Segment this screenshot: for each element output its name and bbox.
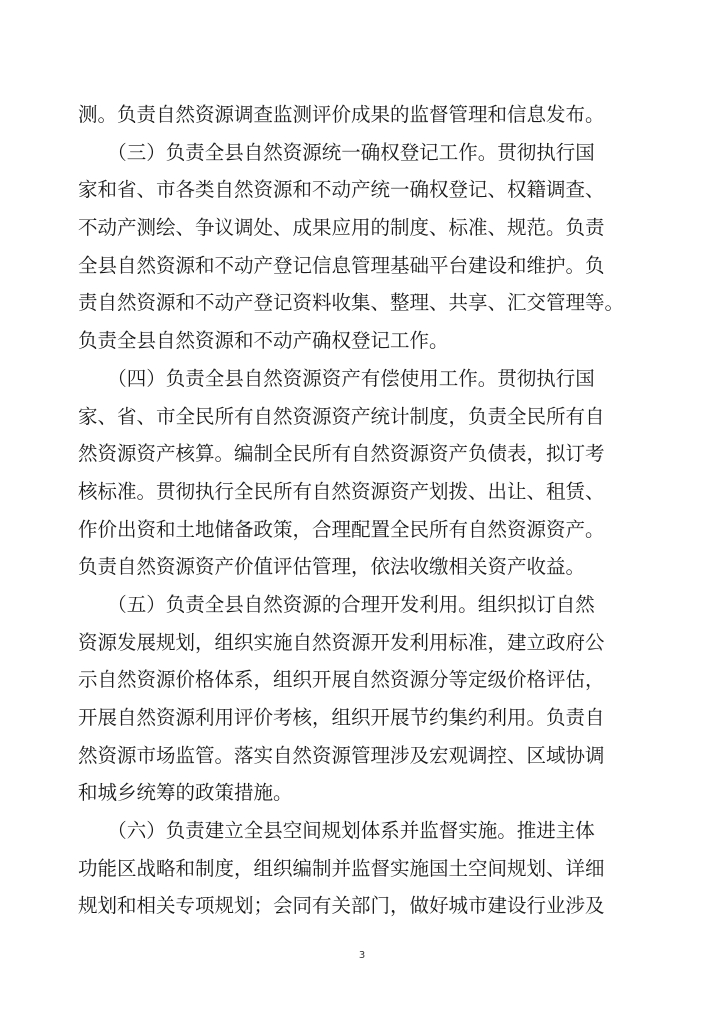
text-line: （五）负责全县自然资源的合理开发利用。组织拟订自然: [78, 592, 595, 616]
text-line: 家和省、市各类自然资源和不动产统一确权登记、权籍调查、: [78, 178, 605, 202]
text-line: 核标准。贯彻执行全民所有自然资源资产划拨、出让、租赁、: [78, 479, 605, 503]
text-line: 测。负责自然资源调查监测评价成果的监督管理和信息发布。: [78, 103, 605, 126]
text-line: 负责自然资源资产价值评估管理，依法收缴相关资产收益。: [78, 555, 586, 579]
text-line: 家、省、市全民所有自然资源资产统计制度，负责全民所有自: [78, 404, 605, 428]
text-line: （六）负责建立全县空间规划体系并监督实施。推进主体: [78, 819, 595, 843]
text-line: 然资源资产核算。编制全民所有自然资源资产负债表，拟订考: [78, 442, 605, 466]
text-line: 负责全县自然资源和不动产确权登记工作。: [78, 329, 449, 353]
text-line: 全县自然资源和不动产登记信息管理基础平台建设和维护。负: [78, 253, 605, 277]
text-line: 资源发展规划，组织实施自然资源开发利用标准，建立政府公: [78, 630, 605, 654]
text-line: 不动产测绘、争议调处、成果应用的制度、标准、规范。负责: [78, 216, 605, 240]
document-body: [78, 96, 638, 925]
text-line: （四）负责全县自然资源资产有偿使用工作。贯彻执行国: [78, 366, 595, 390]
text-line: 功能区战略和制度，组织编制并监督实施国土空间规划、详细: [78, 856, 605, 880]
text-line: 然资源市场监管。落实自然资源管理涉及宏观调控、区域协调: [78, 743, 605, 767]
text-line: 作价出资和土地储备政策，合理配置全民所有自然资源资产。: [78, 517, 605, 541]
text-line: 示自然资源价格体系，组织开展自然资源分等定级价格评估，: [78, 668, 605, 692]
text-line: 责自然资源和不动产登记资料收集、整理、共享、汇交管理等。: [78, 291, 625, 315]
text-line: 开展自然资源利用评价考核，组织开展节约集约利用。负责自: [78, 706, 605, 729]
page-number: 3: [358, 950, 366, 961]
text-line: 规划和相关专项规划；会同有关部门，做好城市建设行业涉及: [78, 894, 605, 918]
text-line: （三）负责全县自然资源统一确权登记工作。贯彻执行国: [78, 140, 595, 164]
text-line: 和城乡统筹的政策措施。: [78, 781, 293, 805]
